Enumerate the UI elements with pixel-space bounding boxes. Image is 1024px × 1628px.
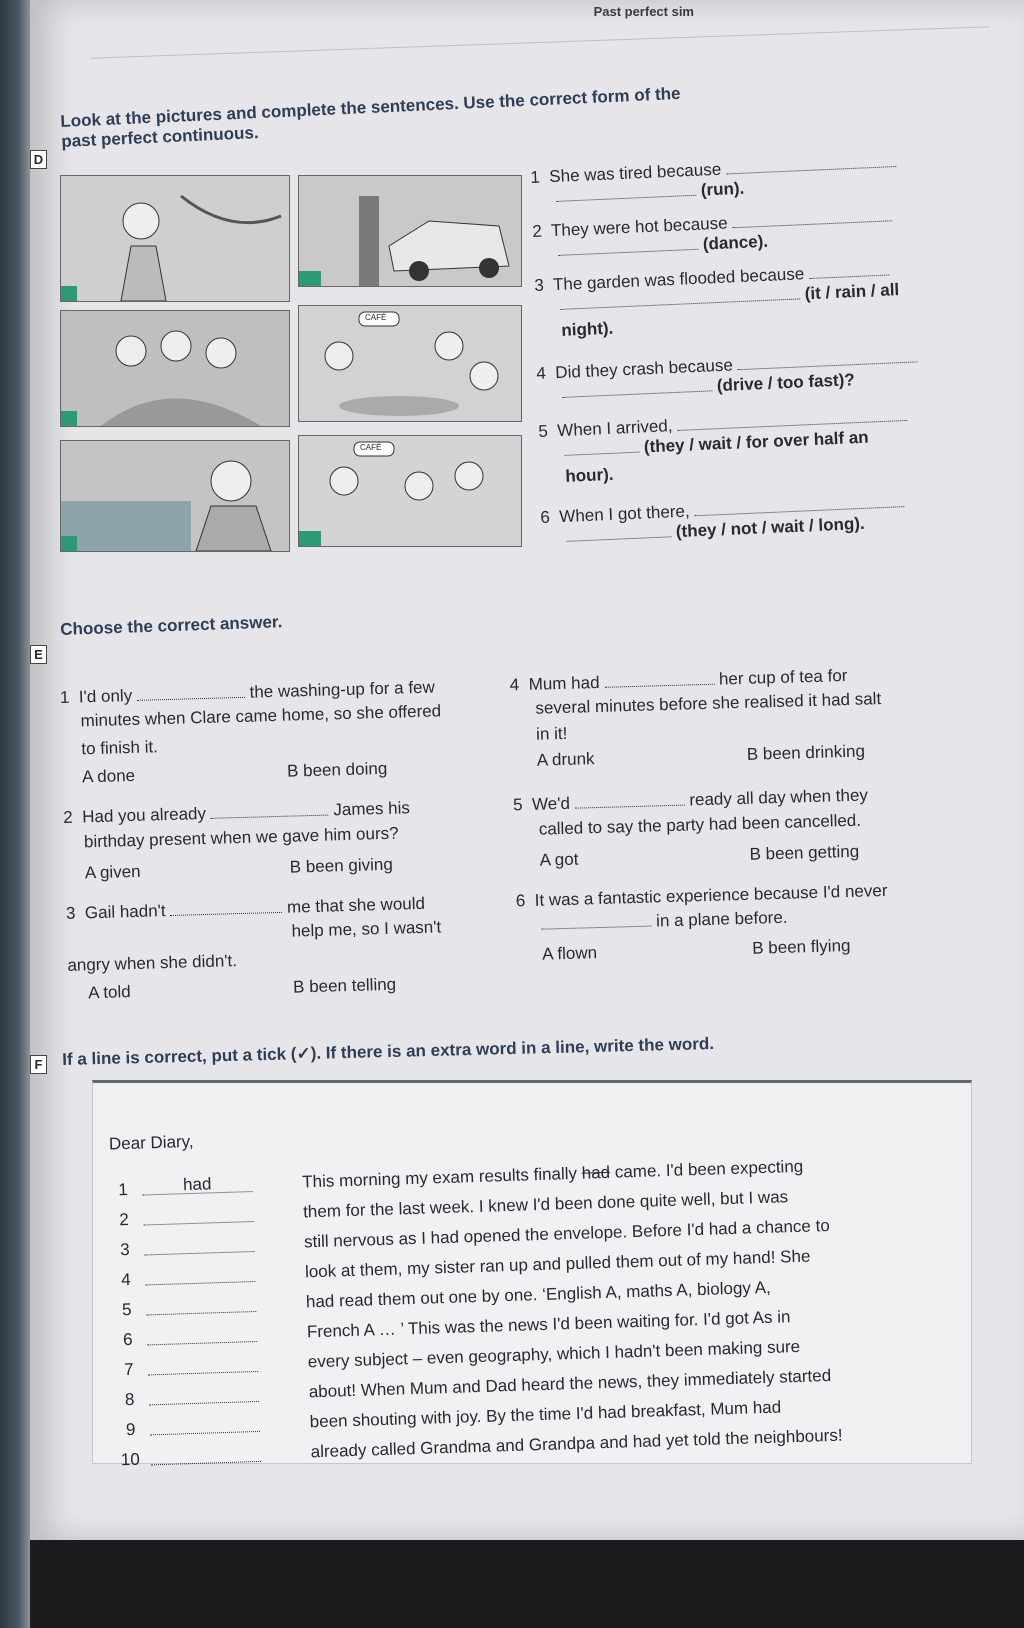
answer-blank-d4b[interactable]	[562, 390, 712, 398]
e-q2-line2: birthday present when we gave him ours?	[83, 823, 399, 852]
line-number: 1	[118, 1179, 129, 1200]
e-q4-option-a[interactable]: A drunk	[536, 749, 595, 770]
e-q4: 4 Mum had her cup of tea for	[509, 666, 848, 695]
section-d-instruction	[60, 77, 841, 152]
diary-box	[92, 1080, 972, 1470]
section-e-instruction: Choose the correct answer.	[60, 612, 283, 639]
book-spine	[0, 0, 30, 1628]
diary-line-5: had read them out one by one. ‘English A, maths A, biology A,	[305, 1277, 772, 1312]
running-header: Past perfect sim	[593, 4, 694, 19]
answer-blank-e6[interactable]	[542, 926, 652, 930]
e-q5-option-b[interactable]: B been getting	[749, 841, 860, 864]
line-number: 10	[120, 1449, 141, 1470]
answer-blank-e2[interactable]	[211, 815, 329, 819]
diary-line-10: already called Grandma and Grandpa and had yet told the neighbours!	[310, 1425, 843, 1462]
d-item-5: 5 When I arrived, (they / wait / for over half an hour).	[538, 406, 910, 494]
answer-blank-d2b[interactable]	[558, 249, 698, 256]
line-number: 9	[125, 1419, 136, 1440]
picture-car-crash	[298, 175, 522, 287]
answer-line-4[interactable]	[145, 1263, 256, 1285]
answer-blank-d3b[interactable]	[560, 298, 800, 309]
answer-line-1[interactable]: had	[142, 1173, 253, 1195]
diary-line-9: been shouting with joy. By the time I'd had breakfast, Mum had	[309, 1397, 782, 1432]
section-d-instruction-line1: Look at the pictures and complete the sentences. Use the correct form of the	[60, 83, 681, 131]
answer-blank-d2[interactable]	[732, 220, 892, 228]
header-rule	[90, 26, 989, 58]
answer-line-8[interactable]	[149, 1383, 260, 1405]
diary-line-6: French A … ’ This was the news I'd been waiting for. I'd got As in	[306, 1307, 791, 1342]
diary-line-1: This morning my exam results finally had came. I'd been expecting	[301, 1156, 804, 1192]
section-f-label: F	[30, 1055, 47, 1074]
e-q6: 6 It was a fantastic experience because I'd never	[515, 880, 888, 911]
answer-blank-d6b[interactable]	[566, 536, 671, 542]
answer-blank-e4[interactable]	[604, 684, 714, 688]
picture-grid	[60, 160, 560, 570]
line-number: 5	[121, 1299, 132, 1320]
answer-blank-d5[interactable]	[677, 420, 907, 431]
picture-flooded-garden	[60, 440, 290, 552]
answer-line-6[interactable]	[147, 1323, 258, 1345]
answer-blank-e1[interactable]	[137, 697, 245, 701]
e-q1-option-b[interactable]: B been doing	[286, 758, 388, 781]
answer-line-3[interactable]	[144, 1233, 255, 1255]
workbook-page	[30, 0, 1024, 1540]
line-number: 8	[124, 1389, 135, 1410]
diary-line-4: look at them, my sister ran up and pulled them out of my hand! She	[304, 1246, 811, 1282]
e-q5: 5 We'd ready all day when they	[512, 785, 869, 815]
diary-line-8: about! When Mum and Dad heard the news, they immediately started	[308, 1365, 832, 1402]
answer-blank-d1b[interactable]	[556, 195, 696, 202]
diary-line-2: them for the last week. I knew I'd been done quite well, but I was	[302, 1187, 789, 1222]
e-q6-option-a[interactable]: A flown	[542, 943, 598, 964]
e-q2-option-a[interactable]: A given	[84, 861, 141, 883]
e-q3-option-a[interactable]: A told	[87, 982, 131, 1003]
answer-blank-d1[interactable]	[726, 166, 896, 174]
e-q1-line3: to finish it.	[81, 737, 159, 759]
answer-line-10[interactable]	[150, 1443, 261, 1465]
e-q1: 1 I'd only the washing-up for a few	[59, 677, 436, 707]
cafe-sign: CAFÉ	[365, 313, 387, 322]
answer-blank-d4[interactable]	[738, 361, 918, 370]
section-f-instruction: If a line is correct, put a tick (✓). If there is an extra word in a line, write the word.	[62, 1034, 715, 1069]
e-q2: 2 Had you already James his	[63, 798, 411, 827]
d-item-1: 1 She was tired because (run).	[530, 152, 897, 208]
e-q2-option-b[interactable]: B been giving	[289, 854, 394, 877]
diary-line-7: every subject – even geography, which I hadn't been making sure	[307, 1336, 801, 1372]
answer-blank-e3[interactable]	[170, 912, 282, 916]
e-q6-option-b[interactable]: B been flying	[751, 936, 851, 958]
e-q5-line2: called to say the party had been cancelled.	[538, 810, 862, 839]
e-q4-option-b[interactable]: B been drinking	[746, 741, 866, 764]
line-number: 4	[120, 1269, 131, 1290]
line-number: 2	[119, 1209, 130, 1230]
section-d-label: D	[30, 150, 47, 169]
picture-running-girl	[60, 175, 290, 302]
line-number: 3	[119, 1239, 131, 1260]
section-d-instruction-line2: past perfect continuous.	[60, 123, 259, 151]
diary-content	[93, 1055, 983, 1470]
e-q3-option-b[interactable]: B been telling	[292, 974, 397, 997]
diary-line-3: still nervous as I had opened the envelope. Before I'd had a chance to	[303, 1215, 831, 1252]
cafe-sign: CAFÉ	[360, 443, 382, 452]
d-item-4: 4 Did they crash because (drive / too fast)?	[536, 347, 919, 404]
section-e-label: E	[30, 645, 47, 664]
answer-blank-d3[interactable]	[809, 275, 889, 279]
e-q1-line2: minutes when Clare came home, so she offered	[80, 701, 442, 731]
e-q5-option-a[interactable]: A got	[539, 849, 579, 870]
d-item-3: 3 The garden was flooded because (it / rain / all night).	[534, 264, 900, 340]
answer-line-7[interactable]	[148, 1353, 259, 1375]
e-q6-line2: in a plane before.	[541, 908, 788, 935]
e-q3-line3: angry when she didn't.	[67, 951, 238, 975]
answer-blank-d5b[interactable]	[564, 452, 639, 456]
e-q3-line2: help me, so I wasn't	[291, 917, 442, 941]
answer-line-5[interactable]	[146, 1293, 257, 1315]
answer-line-9[interactable]	[149, 1413, 260, 1435]
answer-line-2[interactable]	[143, 1203, 254, 1225]
e-q3: 3 Gail hadn't me that she would	[65, 893, 426, 923]
e-q4-line3: in it!	[535, 723, 568, 744]
d-item-6: 6 When I got there, (they / not / wait / long).	[540, 492, 905, 548]
answer-blank-d6[interactable]	[695, 506, 905, 516]
d-item-2: 2 They were hot because (dance).	[532, 206, 893, 262]
picture-cafe-group	[298, 305, 522, 422]
struck-word: had	[581, 1162, 611, 1183]
line-number: 6	[122, 1329, 133, 1350]
picture-cafe-waiting	[298, 435, 522, 547]
answer-blank-e5[interactable]	[575, 805, 685, 809]
line-number: 7	[123, 1359, 134, 1380]
e-q4-line2: several minutes before she realised it had salt	[535, 689, 882, 718]
diary-greeting: Dear Diary,	[108, 1131, 194, 1154]
picture-dancing-friends	[60, 310, 290, 427]
e-q1-option-a[interactable]: A done	[81, 765, 136, 787]
